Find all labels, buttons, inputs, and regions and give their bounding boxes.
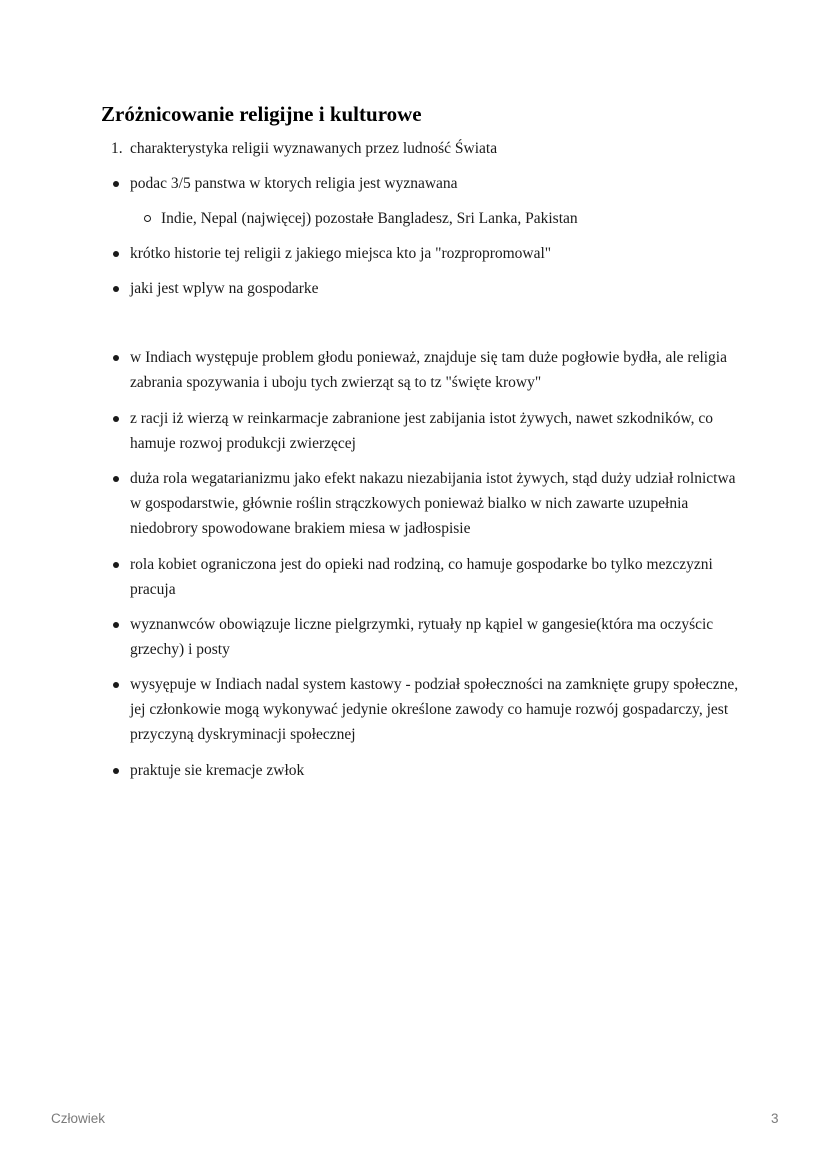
bullet-disc-icon: [113, 416, 119, 422]
bullet-disc-icon: [113, 622, 119, 628]
list-number: 1.: [111, 140, 123, 157]
list-item-text: rola kobiet ograniczona jest do opieki nad rodziną, co hamuje gospodarke bo tylko mezczyzni pracuja: [130, 556, 713, 598]
sub-list-item: [161, 206, 741, 231]
list-item: [130, 345, 740, 395]
list-item: [130, 552, 740, 602]
bullet-disc-icon: [113, 251, 119, 257]
list-item-text: z racji iż wierzą w reinkarmacje zabranione jest zabijania istot żywych, nawet szkodników, co hamuje rozwoj produkcji zwierzęcej: [130, 410, 714, 452]
list-item-text: praktuje sie kremacje zwłok: [130, 762, 305, 779]
list-item: [130, 466, 740, 541]
bullet-circle-icon: [144, 215, 151, 222]
list-item-text: wysyępuje w Indiach nadal system kastowy - podział społeczności na zamknięte grupy społeczne, jej członkowie mogą wykonywać jedynie określone zawody co hamuje rozwój gospadarczy, jest przyczyną dyskryminacji społecznej: [130, 676, 739, 743]
list-item: [130, 758, 740, 783]
list-item: [130, 276, 740, 301]
list-item-text: wyznanwców obowiązuje liczne pielgrzymki, rytuały np kąpiel w gangesie(która ma oczyścic grzechy) i posty: [130, 616, 714, 658]
list-item-text: Indie, Nepal (najwięcej) pozostałe Bangladesz, Sri Lanka, Pakistan: [161, 210, 578, 227]
list-item-text: jaki jest wplyw na gospodarke: [130, 280, 319, 297]
bullet-disc-icon: [113, 286, 119, 292]
footer-section-label: Człowiek: [51, 1111, 106, 1126]
list-item-text: duża rola wegatarianizmu jako efekt nakazu niezabijania istot żywych, stąd duży udział rolnictwa w gospodarstwie, głównie roślin strączkowych ponieważ bialko w nich zawarte uzupełnia niedobrory spowodowane brakiem miesa w jadłospisie: [130, 470, 736, 537]
bullet-disc-icon: [113, 181, 119, 187]
footer-page-number: 3: [771, 1111, 779, 1126]
list-item: [130, 672, 740, 747]
list-item: [130, 171, 740, 196]
list-item: [130, 241, 740, 266]
bullet-disc-icon: [113, 682, 119, 688]
bullet-disc-icon: [113, 355, 119, 361]
bullet-disc-icon: [113, 476, 119, 482]
page-title: Zróżnicowanie religijne i kulturowe: [101, 102, 422, 126]
list-item-text: w Indiach występuje problem głodu ponieważ, znajduje się tam duże pogłowie bydła, ale religia zabrania spozywania i uboju tych zwierząt są to tz "święte krowy": [130, 349, 727, 391]
list-item: [111, 136, 740, 161]
bullet-disc-icon: [113, 562, 119, 568]
list-item-text: charakterystyka religii wyznawanych przez ludność Świata: [130, 140, 498, 157]
list-item-text: podac 3/5 panstwa w ktorych religia jest wyznawana: [130, 175, 458, 192]
list-item: [130, 406, 740, 456]
list-item-text: krótko historie tej religii z jakiego miejsca kto ja "rozpropromowal": [130, 245, 552, 262]
bullet-disc-icon: [113, 768, 119, 774]
list-item: [130, 612, 740, 662]
